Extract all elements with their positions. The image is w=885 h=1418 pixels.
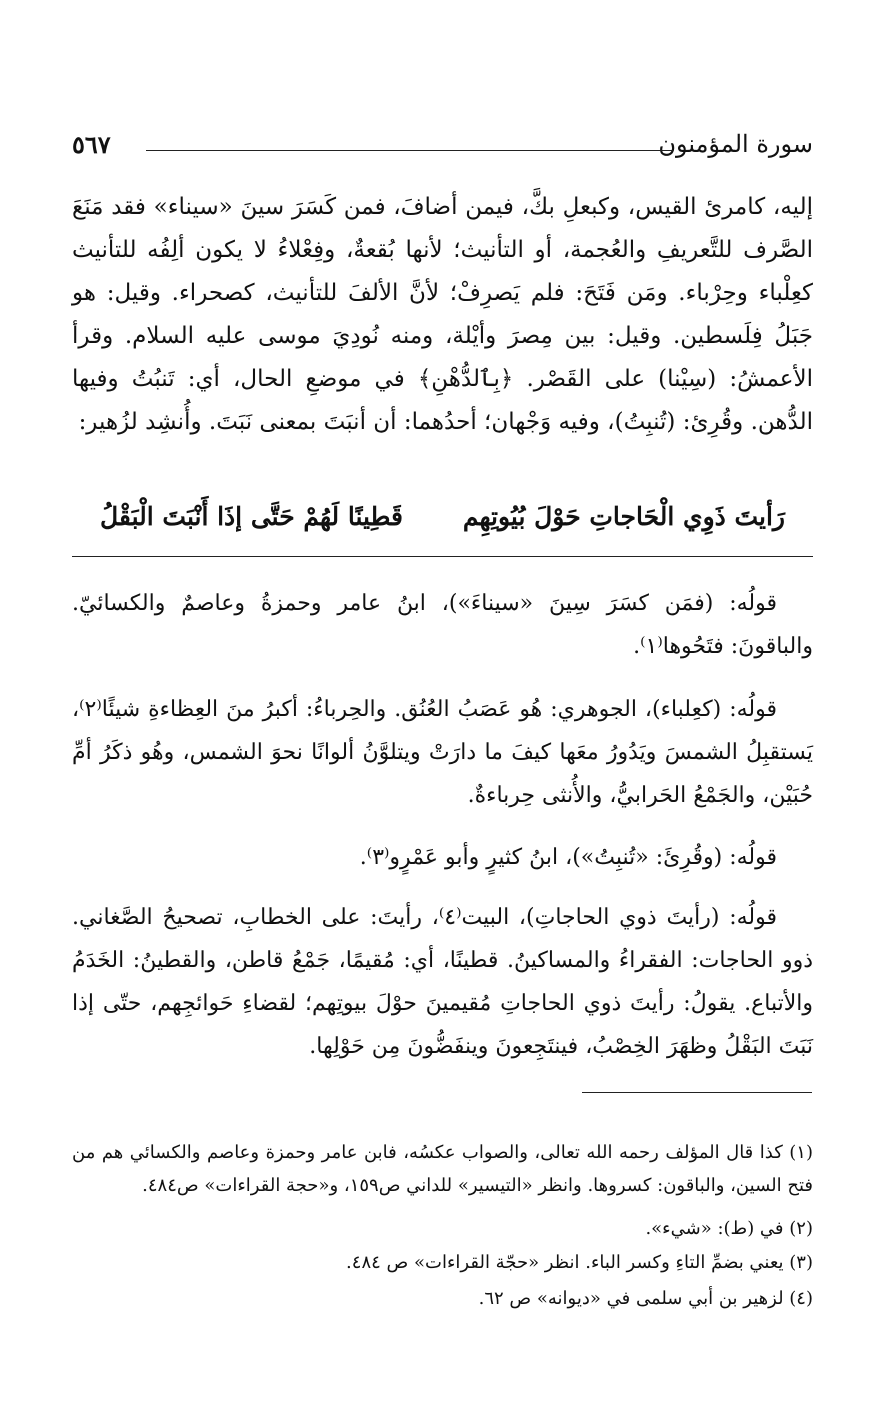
main-text [72,186,813,444]
commentary-item [72,582,813,668]
main-commentary-separator [72,556,813,557]
footnote-rule [582,1092,812,1093]
footnote [72,1212,813,1245]
footnote [72,1136,813,1202]
header-rule [146,150,673,151]
surah-title: سورة المؤمنون [658,130,813,158]
poetry-verse [100,502,785,546]
commentary-paragraph: قولُه: (رأيتَ ذوي الحاجاتِ)، البيت⁽٤⁾، رأيتَ: على الخطابِ، تصحيحُ الصَّغاني. ذوو الحاجات: الفقراءُ والمساكينُ. قطينًا، أي: مُقيمًا، جَمْعُ قاطن، والقطينُ: الخَدَمُ والأتباع. يقولُ: رأيتَ ذوي الحاجاتِ مُقيمينَ حوْلَ بيوتِهم؛ لقضاءِ حَوائجِهم، حتّى إذا نَبَتَ البَقْلُ وظهَرَ الخِصْبُ، فينتَجِعونَ وينفَضُّونَ مِن حَوْلِها. [72,905,813,1059]
footnote-text: (١) كذا قال المؤلف رحمه الله تعالى، والصواب عكسُه، فابن عامر وحمزة وعاصم والكسائي هم من فتح السين، والباقون: كسروها. وانظر «التيسير» للداني ص١٥٩، و«حجة القراءات» ص٤٨٤. [72,1142,813,1196]
commentary-item [72,896,813,1068]
footnote-text: (٤) لزهير بن أبي سلمى في «ديوانه» ص ٦٢. [478,1288,813,1309]
commentary-item [72,688,813,817]
page-number: ٥٦٧ [72,130,111,159]
commentary-paragraph: قولُه: (كعِلباء)، الجوهري: هُو عَصَبُ العُنُق. والحِرباءُ: أكبرُ منَ العِظاءةِ شيئًا⁽٢⁾، يَستقبِلُ الشمسَ ويَدُورُ معَها كيفَ ما دارَتْ ويتلوَّنُ ألوانًا نحوَ الشمس، وهُو ذكَرُ أمِّ حُبَيْن، والجَمْعُ الحَرابيُّ، والأُنثى حِرباءةٌ. [72,697,813,808]
verse-second-hemistich: قَطِينًا لَهُمْ حَتَّى إذَا أَنْبَتَ الْبَقْلُ [100,502,404,531]
footnote [72,1246,813,1279]
verse-first-hemistich: رَأيتَ ذَوِي الْحَاجاتِ حَوْلَ بُيُوتِهِم [462,502,785,531]
page-header [72,130,813,170]
footnote-text: (٢) في (ط): «شيء». [645,1218,813,1239]
footnote [72,1282,813,1315]
commentary-paragraph: قولُه: (وقُرِئَ: «تُنبِتُ»)، ابنُ كثيرٍ وأبو عَمْرٍو⁽٣⁾. [359,845,777,870]
commentary-paragraph: قولُه: (فمَن كسَرَ سِينَ «سيناءَ»)، ابنُ عامر وحمزةُ وعاصمٌ والكسائيّ. والباقونَ: فتَحُوها⁽١⁾. [72,591,813,659]
commentary-item [72,836,813,879]
footnote-text: (٣) يعني بضمِّ التاءِ وكسر الباء. انظر «حجّة القراءات» ص ٤٨٤. [346,1252,813,1273]
main-paragraph: إليه، كامرئ القيس، وكبعلِ بكَّ، فيمن أضافَ، فمن كَسَرَ سينَ «سيناء» فقد مَنَعَ الصَّرف للتَّعريفِ والعُجمة، أو التأنيث؛ لأنها بُقعةٌ، وفِعْلاءُ لا يكون ألِفُه للتأنيث كعِلْباء وحِرْباء. ومَن فَتَحَ: فلم يَصرِفْ؛ لأنَّ الألفَ للتأنيث، كصحراء. وقيل: هو جَبَلُ فِلَسطين. وقيل: بين مِصرَ وأيْلة، ومنه نُودِيَ موسى عليه السلام. وقرأ الأعمشُ: (سِيْنا) على القَصْر. ﴿بِٱلدُّهْنِ﴾ في موضعِ الحال، أي: تَنبُتُ وفيها الدُّهن. وقُرِئ: (تُنبِتُ)، وفيه وَجْهان؛ أحدُهما: أن أنبَتَ بمعنى نَبَتَ. وأُنشِد لزُهير: [72,194,813,435]
